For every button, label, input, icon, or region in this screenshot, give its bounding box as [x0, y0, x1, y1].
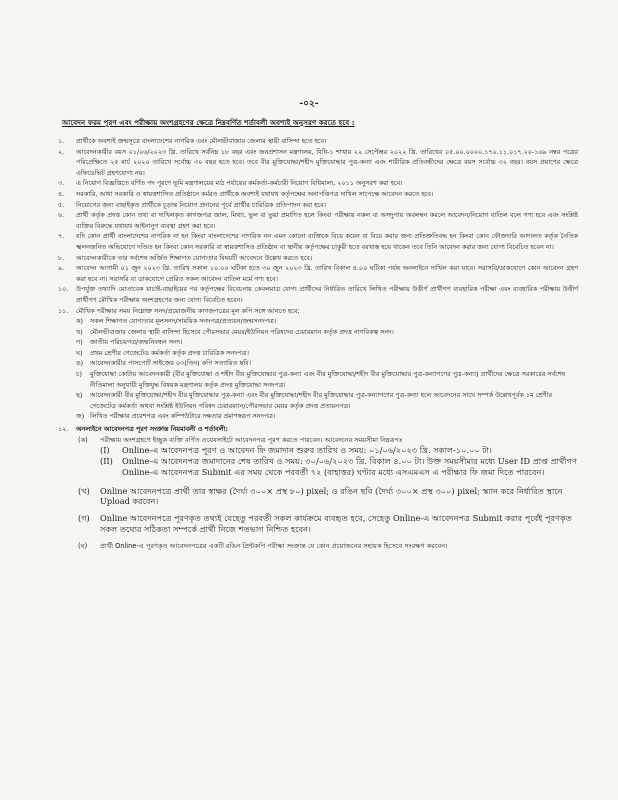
condition-item: ৮. আবেদনকারীকে তার সর্বশেষ অর্জিত শিক্ষাগত যোগ্যতার বিষয়টি আবেদনে উল্লেখ করতে হবে।: [58, 253, 313, 262]
rule-one: (I) Online-এ আবেদনপত্র পূরণ ও আবেদন ফি জমাদান শুরুর তারিখ ও সময়: ০১/০৬/২০২৩ খ্রি. সকাল-১০.০০ টা।: [100, 445, 492, 456]
condition-item: ১. প্রার্থীকে অবশ্যই জন্মসূত্রে বাংলাদেশের নাগরিক এবং মৌলভীবাজার জেলার স্থায়ী বাসিন্দা হতে হবে।: [58, 137, 327, 145]
rule-two: (II) Online-এ আবেদনপত্র জমাদানের শেষ তারিখ ও সময়: ৩০/০৬/২০২৩ খ্রি. বিকাল ৪.০০ টা। উক্ত সময়সীমার মধ্যে User ID প্রাপ্ত প্রার্থীগণ Online-এ আবেদনপত্র Submit এর সময় থেকে পরবর্তী ৭২ (বাহাত্তর) ঘণ্টার মধ্যে এসএমএস এ পরীক্ষার ফি জমা দিতে পারবেন।: [100, 456, 577, 478]
rule-ga: (গ) Online আবেদনপত্রে পূরণকৃত তথ্যই যেহেতু পরবর্তী সকল কার্যক্রমে ব্যবহৃত হবে, সেহেতু Online-এ আবেদনপত্র Submit করার পূর্বেই পূরণকৃত সকল তথ্যের সঠিকতা সম্পর্কে প্রার্থী নিজে শতভাগ নিশ্চিত হবেন।: [78, 513, 572, 534]
section-12-title: ১২. অনলাইনে আবেদনপত্র পূরণ সংক্রান্ত নিয়মাবলী ও শর্তাবলী:: [58, 425, 228, 434]
rule-kha: (খ) Online আবেদনপত্রে প্রার্থী তার স্বাক্ষর (দৈর্ঘ্য ৩০০× প্রস্থ ৮০) pixel; ও রঙিন ছবি (দৈর্ঘ্য ৩০০× প্রস্থ ৩০০) pixel; স্ক্যান করে নির্ধারিত স্থানে Upload করবেন।: [78, 485, 563, 507]
document-sub-item: ঘ) প্রথম শ্রেণীর গেজেটেড কর্মকর্তা কর্তৃক প্রদত্ত চারিত্রিক সনদপত্র।: [76, 348, 249, 357]
document-sub-item: ক) সকল শিক্ষাগত যোগ্যতার মূলসনদ/সাময়িক সনদপত্র/প্রত্যয়ন/জন্মসনদপত্র।: [76, 317, 277, 326]
condition-item: ৫. নিয়োগের জন্য বাছাইকৃত প্রার্থীকে চূড়ান্ত নিয়োগ প্রদানের পূর্বে প্রার্থীর চারিত্রিক প্রতিপাদন করা হবে।: [58, 200, 326, 209]
rule-ka: (ক) পরীক্ষায় অংশগ্রহণে ইচ্ছুক ব্যক্তি বর্ণিত ওয়েবসাইটে আবেদনপত্র পূরণ করতে পারবেন। আবেদনের সময়সীমা নিম্নরূপঃ: [78, 435, 403, 444]
document-sub-item: জ) লিখিত পরীক্ষার প্রবেশপত্র এবং কম্পিউটারে দক্ষতার প্রমাণস্বরূপ সনদপত্র।: [76, 412, 276, 421]
condition-item: ১১. মৌখিক পরীক্ষার সময় নিম্নোক্ত সনদ/প্রয়োজনীয় কাগজপত্রের মূল কপি সঙ্গে আনতে হবে;: [58, 306, 300, 315]
page-number: -০২-: [299, 99, 319, 109]
conditions-list: [58, 136, 578, 422]
online-application-section: [58, 424, 578, 552]
document-sub-item: খ) মৌলভীবাজার জেলার স্থায়ী বাসিন্দা হিসেবে পৌরসভার মেয়র/ইউনিয়ন পরিষদের চেয়ারম্যান কর্তৃক প্রদত্ত নাগরিকত্ব সনদ।: [76, 327, 394, 336]
condition-item: ১০. উপর্যুক্ত তথ্যাদি মোতাবেক যাচাই-বাছাইয়ের পর কর্তৃপক্ষের বিবেচনায় কেবলমাত্র যোগ্য প্রার্থীদের নির্ধারিত তারিখে লিখিত পরীক্ষায় উত্তীর্ণ প্রার্থীগণ ব্যবহারিক পরীক্ষা এবং ব্যবহারিক পরীক্ষায় উত্তীর্ণ প্রার্থীগণ মৌখিক পরীক্ষায় অংশগ্রহণের জন্য যোগ্য বিবেচিত হবেন।: [58, 285, 578, 304]
condition-item: ২. আবেদনকারীর বয়স ০১/০৬/২০২৩ খ্রি. তারিখে সর্বনিম্ন ১৮ বছর এবং জনপ্রশাসন মন্ত্রণালয়, বিধি-১ শাখার ২২ সেপ্টেম্বর ২০২২ খ্রি. তারিখের ০৫.০০.০০০০.১৭০.১১.০১৭.২০-১৬৯ নম্বর পত্রের পরিপ্রেক্ষিতে ২৫ মার্চ ২০২০ তারিখে সর্বোচ্চ ৩০ বছর হতে হবে। তবে বীর মুক্তিযোদ্ধা/শহীদ মুক্তিযোদ্ধার পুত্র-কন্যা এবং শারীরিক প্রতিবন্ধীদের ক্ষেত্রে বয়স সর্বোচ্চ ৩২ বছর। বয়স প্রমাণের ক্ষেত্রে এফিডেভিট গ্রহণযোগ্য নয়।: [58, 147, 578, 177]
document-sub-item: চ) মুক্তিযোদ্ধা কোটায় আবেদনকারী (বীর মুক্তিযোদ্ধা ও শহীদ বীর মুক্তিযোদ্ধার পুত্র-কন্যা এবং বীর মুক্তিযোদ্ধা/শহীদ বীর মুক্তিযোদ্ধার পুত্র-কন্যাগণের পুত্র-কন্যা) প্রার্থীদের ক্ষেত্রে সরকারের সর্বশেষ নীতিমালা অনুযায়ী মুক্তিযুদ্ধ বিষয়ক মন্ত্রণালয় কর্তৃক প্রদত্ত মুক্তিযোদ্ধা সনদপত্র।: [76, 370, 565, 389]
condition-item: ৩. এ নিয়োগ বিজ্ঞপ্তিতে বর্ণিত পদ পূরণে ভূমি মন্ত্রণালয়ের মাঠ পর্যায়ের কর্মকর্তা-কর্মচারী নিয়োগ বিধিমালা, ২০১১ অনুসরণ করা হবে।: [58, 179, 403, 188]
document-sub-item: ছ) আবেদনকারী বীর মুক্তিযোদ্ধা/শহীদ বীর মুক্তিযোদ্ধার পুত্র-কন্যা এবং বীর মুক্তিযোদ্ধা/শহীদ বীর মুক্তিযোদ্ধার পুত্র-কন্যাগণের পুত্র-কন্যা হলে আবেদনের সাথে সম্পর্ক উল্লেখপূর্বক ১ম শ্রেণীর গেজেটেড কর্মকর্তা অথবা সংশ্লিষ্ট ইউনিয়ন পরিষদ চেয়ারম্যান/পৌরসভার মেয়র কর্তৃক প্রদত্ত প্রত্যয়নপত্র।: [76, 391, 553, 410]
rule-gha: (ঘ) প্রার্থী Online-এ পূরণকৃত আবেদনপত্রের একটি রঙিন প্রিন্টকপি পরীক্ষা সংক্রান্ত যে কোন প্রয়োজনের সহায়ক হিসেবে সংরক্ষণ করবেন।: [78, 542, 448, 551]
condition-item: ৯. আবেদন আগামী ০১ জুন ২০২৩ খ্রি. তারিখ সকাল ১০.০০ ঘটিকা হতে ৩০ জুন ২০২৩ খ্রি. তারিখ বিকাল ৪.০০ ঘটিকা পর্যন্ত অনলাইনে দাখিল করা যাবে। সরাসরি/ডাকযোগে কোন আবেদন গ্রহণ করা হবে না। সরাসরি বা ডাকযোগে প্রেরিত সকল আবেদন বাতিল মর্মে গণ্য হবে।: [58, 264, 578, 283]
document-sub-item: ঙ) আবেদনকারীর পাসপোর্ট সাইজের ০৩(তিন) কপি সত্যায়িত ছবি।: [76, 359, 252, 368]
condition-item: ৬. প্রার্থী কর্তৃক প্রদত্ত কোন তথ্য বা দাখিলকৃত কাগজপত্র জাল, মিথ্যা, ভুল বা ভুয়া প্রমাণিত হলে কিংবা পরীক্ষায় নকল বা অসদুপায় অবলম্বন করলে আবেদন/নিয়োগ বাতিল বলে গণ্য হবে এবং সংশ্লিষ্ট ব্যক্তির বিরুদ্ধে যথাযথ আইনানুগ ব্যবস্থা গ্রহণ করা হবে।: [58, 211, 578, 230]
condition-item: ৭. যদি কোন প্রার্থী বাংলাদেশের নাগরিক না হন কিংবা বাংলাদেশের নাগরিক নন এমন কোনো ব্যক্তিকে বিয়ে করেন বা বিয়ে করার জন্য প্রতিশ্রুতিবদ্ধ হন কিংবা কোন ফৌজদারি আদালত কর্তৃক নৈতিক স্খলনজনিত অভিযোগে দণ্ডিত হন কিংবা কোন সরকারি বা স্বায়ত্তশাসিত প্রতিষ্ঠান বা স্থানীয় কর্তৃপক্ষের চাকুরী হতে বরখাস্ত হয়ে থাকেন তবে তিনি আবেদন করার জন্য যোগ্য বিবেচিত হবেন না।: [58, 232, 578, 251]
conditions-heading: আবেদন ফরম পূরণ এবং পরীক্ষায় অংশগ্রহণের ক্ষেত্রে নিম্নবর্ণিত শর্তাবলী অবশ্যই অনুসরণ করতে হবে :: [62, 118, 355, 127]
condition-item: ৪. সরকারি, আধা সরকারি ও স্বায়ত্তশাসিত প্রতিষ্ঠানে কর্মরত প্রার্থীকে অবশ্যই যথাযথ কর্তৃপক্ষের অনাপত্তিপত্র দাখিল সাপেক্ষে আবেদন করতে হবে।: [58, 189, 434, 198]
document-sub-item: গ) জাতীয় পরিচয়পত্র/জন্মনিবন্ধন সনদ।: [76, 338, 183, 347]
